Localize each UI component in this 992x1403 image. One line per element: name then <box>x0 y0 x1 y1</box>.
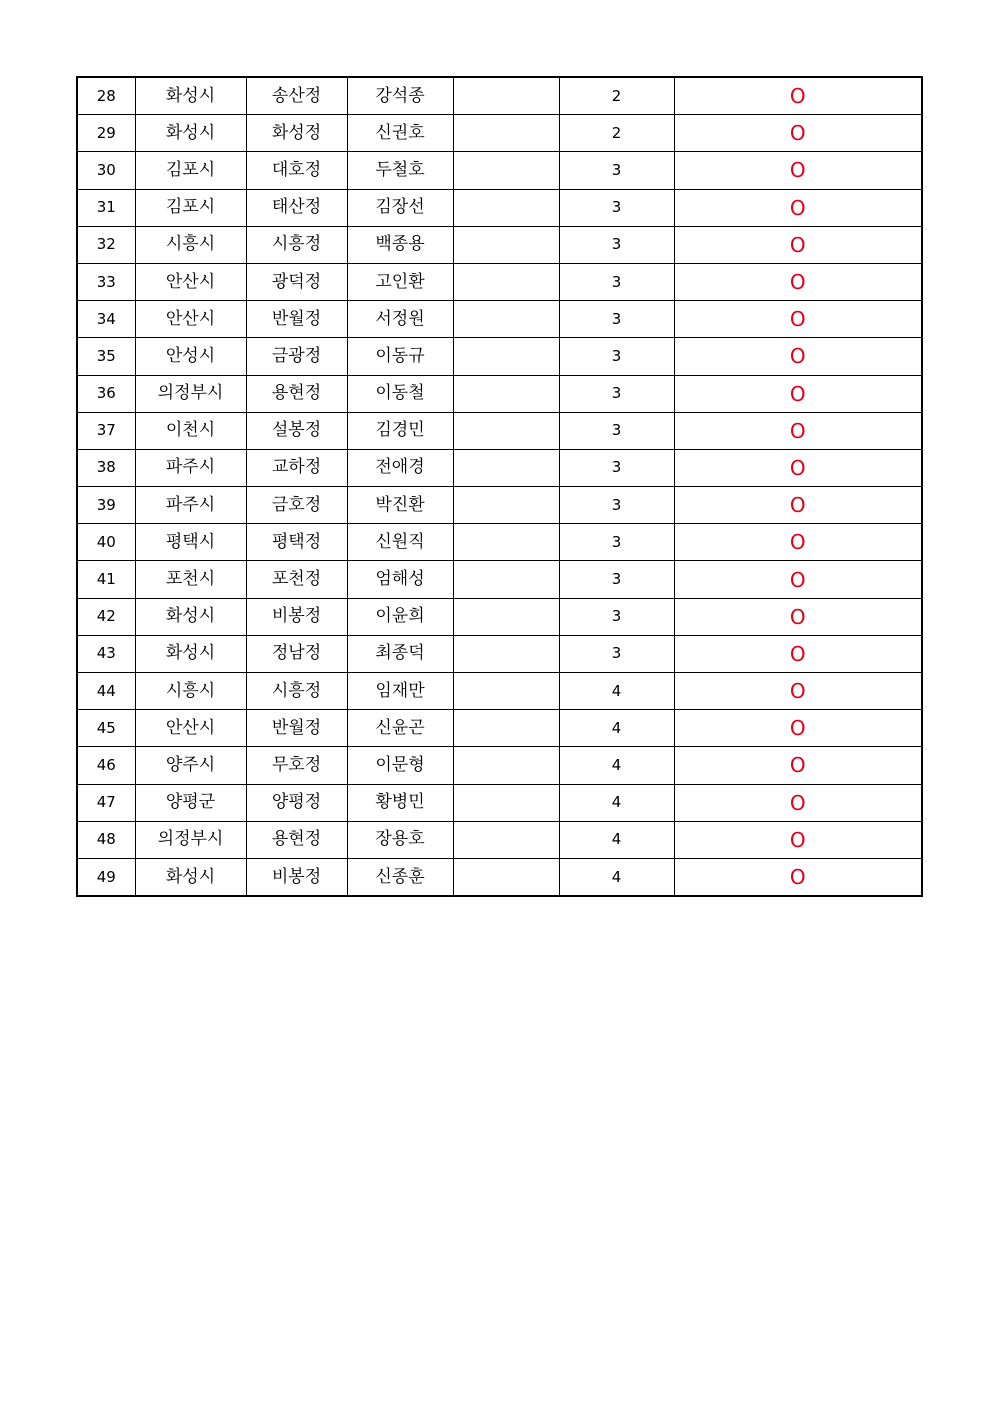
row-number-cell: 49 <box>77 858 135 896</box>
table-row <box>77 301 922 338</box>
city-cell: 시흥시 <box>135 226 246 263</box>
row-number-cell: 33 <box>77 263 135 300</box>
roster-table-body <box>77 77 922 896</box>
row-number-cell: 43 <box>77 635 135 672</box>
grade-cell: 3 <box>559 635 674 672</box>
city-cell: 파주시 <box>135 487 246 524</box>
check-mark-cell: O <box>674 77 922 115</box>
city-cell: 포천시 <box>135 561 246 598</box>
check-mark-cell: O <box>674 115 922 152</box>
check-mark-cell: O <box>674 226 922 263</box>
team-cell: 태산정 <box>246 189 347 226</box>
team-cell: 평택정 <box>246 524 347 561</box>
table-row <box>77 115 922 152</box>
check-mark-cell: O <box>674 189 922 226</box>
city-cell: 시흥시 <box>135 673 246 710</box>
table-row <box>77 487 922 524</box>
team-cell: 용현정 <box>246 821 347 858</box>
grade-cell: 2 <box>559 77 674 115</box>
team-cell: 설봉정 <box>246 412 347 449</box>
team-cell: 무호정 <box>246 747 347 784</box>
name-cell: 서정원 <box>347 301 453 338</box>
city-cell: 안산시 <box>135 710 246 747</box>
team-cell: 시흥정 <box>246 673 347 710</box>
table-row <box>77 226 922 263</box>
check-mark-cell: O <box>674 635 922 672</box>
team-cell: 화성정 <box>246 115 347 152</box>
grade-cell: 3 <box>559 487 674 524</box>
note-cell <box>453 449 559 486</box>
row-number-cell: 39 <box>77 487 135 524</box>
name-cell: 박진환 <box>347 487 453 524</box>
note-cell <box>453 710 559 747</box>
team-cell: 송산정 <box>246 77 347 115</box>
note-cell <box>453 858 559 896</box>
check-mark-cell: O <box>674 487 922 524</box>
note-cell <box>453 152 559 189</box>
grade-cell: 4 <box>559 710 674 747</box>
note-cell <box>453 412 559 449</box>
check-mark-cell: O <box>674 301 922 338</box>
note-cell <box>453 115 559 152</box>
name-cell: 황병민 <box>347 784 453 821</box>
check-mark-cell: O <box>674 710 922 747</box>
row-number-cell: 47 <box>77 784 135 821</box>
note-cell <box>453 821 559 858</box>
city-cell: 안산시 <box>135 263 246 300</box>
name-cell: 김장선 <box>347 189 453 226</box>
grade-cell: 3 <box>559 449 674 486</box>
name-cell: 고인환 <box>347 263 453 300</box>
grade-cell: 2 <box>559 115 674 152</box>
team-cell: 정남정 <box>246 635 347 672</box>
note-cell <box>453 487 559 524</box>
table-row <box>77 710 922 747</box>
row-number-cell: 46 <box>77 747 135 784</box>
name-cell: 이윤희 <box>347 598 453 635</box>
note-cell <box>453 338 559 375</box>
row-number-cell: 34 <box>77 301 135 338</box>
check-mark-cell: O <box>674 598 922 635</box>
row-number-cell: 40 <box>77 524 135 561</box>
grade-cell: 3 <box>559 226 674 263</box>
team-cell: 반월정 <box>246 301 347 338</box>
table-row <box>77 821 922 858</box>
table-row <box>77 747 922 784</box>
row-number-cell: 35 <box>77 338 135 375</box>
table-row <box>77 784 922 821</box>
row-number-cell: 31 <box>77 189 135 226</box>
team-cell: 금호정 <box>246 487 347 524</box>
table-row <box>77 338 922 375</box>
check-mark-cell: O <box>674 449 922 486</box>
table-row <box>77 524 922 561</box>
row-number-cell: 44 <box>77 673 135 710</box>
city-cell: 화성시 <box>135 635 246 672</box>
note-cell <box>453 375 559 412</box>
table-row <box>77 598 922 635</box>
name-cell: 이동규 <box>347 338 453 375</box>
note-cell <box>453 598 559 635</box>
table-row <box>77 189 922 226</box>
table-row <box>77 375 922 412</box>
city-cell: 안산시 <box>135 301 246 338</box>
team-cell: 용현정 <box>246 375 347 412</box>
team-cell: 양평정 <box>246 784 347 821</box>
city-cell: 이천시 <box>135 412 246 449</box>
check-mark-cell: O <box>674 747 922 784</box>
city-cell: 파주시 <box>135 449 246 486</box>
note-cell <box>453 747 559 784</box>
table-row <box>77 635 922 672</box>
team-cell: 비봉정 <box>246 598 347 635</box>
row-number-cell: 37 <box>77 412 135 449</box>
grade-cell: 3 <box>559 301 674 338</box>
name-cell: 신종훈 <box>347 858 453 896</box>
grade-cell: 3 <box>559 152 674 189</box>
name-cell: 엄해성 <box>347 561 453 598</box>
roster-table <box>76 76 923 897</box>
note-cell <box>453 673 559 710</box>
table-row <box>77 561 922 598</box>
name-cell: 백종용 <box>347 226 453 263</box>
name-cell: 최종덕 <box>347 635 453 672</box>
table-row <box>77 263 922 300</box>
row-number-cell: 41 <box>77 561 135 598</box>
grade-cell: 3 <box>559 412 674 449</box>
row-number-cell: 36 <box>77 375 135 412</box>
city-cell: 안성시 <box>135 338 246 375</box>
check-mark-cell: O <box>674 784 922 821</box>
city-cell: 의정부시 <box>135 821 246 858</box>
grade-cell: 4 <box>559 747 674 784</box>
check-mark-cell: O <box>674 263 922 300</box>
grade-cell: 3 <box>559 561 674 598</box>
name-cell: 신윤곤 <box>347 710 453 747</box>
city-cell: 화성시 <box>135 858 246 896</box>
grade-cell: 3 <box>559 598 674 635</box>
name-cell: 신권호 <box>347 115 453 152</box>
note-cell <box>453 77 559 115</box>
table-row <box>77 673 922 710</box>
team-cell: 포천정 <box>246 561 347 598</box>
row-number-cell: 48 <box>77 821 135 858</box>
grade-cell: 3 <box>559 338 674 375</box>
row-number-cell: 28 <box>77 77 135 115</box>
check-mark-cell: O <box>674 673 922 710</box>
note-cell <box>453 189 559 226</box>
grade-cell: 4 <box>559 673 674 710</box>
city-cell: 평택시 <box>135 524 246 561</box>
row-number-cell: 42 <box>77 598 135 635</box>
row-number-cell: 29 <box>77 115 135 152</box>
note-cell <box>453 524 559 561</box>
name-cell: 이문형 <box>347 747 453 784</box>
city-cell: 의정부시 <box>135 375 246 412</box>
grade-cell: 4 <box>559 821 674 858</box>
name-cell: 김경민 <box>347 412 453 449</box>
name-cell: 장용호 <box>347 821 453 858</box>
row-number-cell: 30 <box>77 152 135 189</box>
city-cell: 화성시 <box>135 115 246 152</box>
team-cell: 반월정 <box>246 710 347 747</box>
table-row <box>77 449 922 486</box>
note-cell <box>453 784 559 821</box>
grade-cell: 3 <box>559 375 674 412</box>
city-cell: 양주시 <box>135 747 246 784</box>
table-row <box>77 858 922 896</box>
table-row <box>77 152 922 189</box>
check-mark-cell: O <box>674 375 922 412</box>
team-cell: 대호정 <box>246 152 347 189</box>
check-mark-cell: O <box>674 561 922 598</box>
name-cell: 강석종 <box>347 77 453 115</box>
row-number-cell: 45 <box>77 710 135 747</box>
name-cell: 임재만 <box>347 673 453 710</box>
team-cell: 금광정 <box>246 338 347 375</box>
note-cell <box>453 263 559 300</box>
check-mark-cell: O <box>674 412 922 449</box>
check-mark-cell: O <box>674 821 922 858</box>
team-cell: 광덕정 <box>246 263 347 300</box>
grade-cell: 4 <box>559 858 674 896</box>
city-cell: 김포시 <box>135 152 246 189</box>
city-cell: 김포시 <box>135 189 246 226</box>
grade-cell: 3 <box>559 189 674 226</box>
team-cell: 시흥정 <box>246 226 347 263</box>
grade-cell: 3 <box>559 263 674 300</box>
note-cell <box>453 561 559 598</box>
note-cell <box>453 635 559 672</box>
name-cell: 이동철 <box>347 375 453 412</box>
city-cell: 화성시 <box>135 77 246 115</box>
check-mark-cell: O <box>674 524 922 561</box>
grade-cell: 3 <box>559 524 674 561</box>
note-cell <box>453 301 559 338</box>
name-cell: 신원직 <box>347 524 453 561</box>
note-cell <box>453 226 559 263</box>
name-cell: 두철호 <box>347 152 453 189</box>
team-cell: 비봉정 <box>246 858 347 896</box>
check-mark-cell: O <box>674 338 922 375</box>
row-number-cell: 32 <box>77 226 135 263</box>
name-cell: 전애경 <box>347 449 453 486</box>
city-cell: 양평군 <box>135 784 246 821</box>
check-mark-cell: O <box>674 858 922 896</box>
table-row <box>77 77 922 115</box>
team-cell: 교하정 <box>246 449 347 486</box>
table-row <box>77 412 922 449</box>
row-number-cell: 38 <box>77 449 135 486</box>
check-mark-cell: O <box>674 152 922 189</box>
grade-cell: 4 <box>559 784 674 821</box>
city-cell: 화성시 <box>135 598 246 635</box>
